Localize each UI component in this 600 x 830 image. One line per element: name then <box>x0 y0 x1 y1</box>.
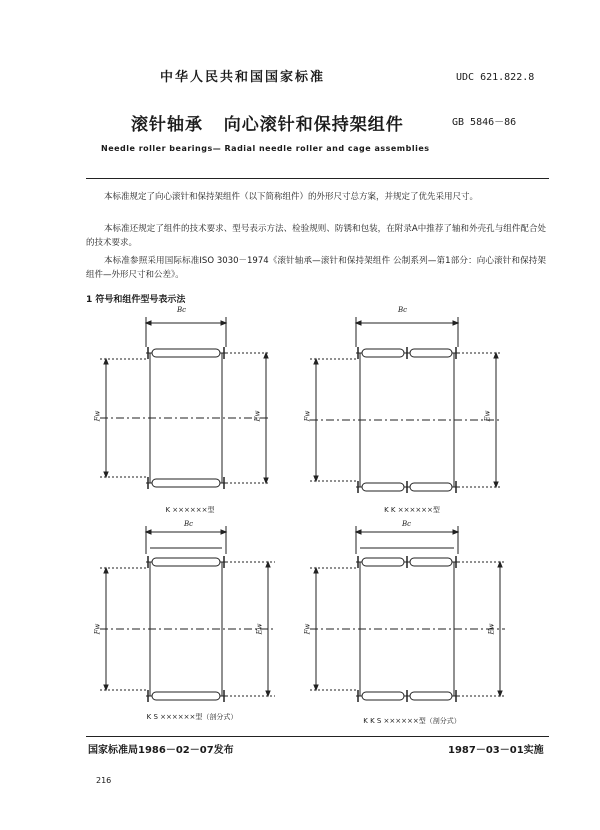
document-title-english: Needle roller bearings— Radial needle roller and cage assemblies <box>101 144 430 153</box>
udc-number: UDC 621.822.8 <box>456 72 535 83</box>
issue-date: 国家标准局1986－02－07发布 <box>88 745 234 756</box>
dim-label-ew: Ew <box>253 410 262 422</box>
dim-label-ew: Ew <box>255 623 264 635</box>
gb-standard-number: GB 5846－86 <box>452 117 517 128</box>
dim-label-ew: Ew <box>483 410 492 422</box>
paragraph-scope: 本标准规定了向心滚针和保持架组件（以下简称组件）的外形尺寸总方案，并规定了优先采用尺寸。 <box>104 192 479 202</box>
paragraph-requirements: 本标准还规定了组件的技术要求、型号表示方法、检验规则、防锈和包装，在附录A中推荐了轴和外壳孔与组件配合处的技术要求。 <box>86 224 546 248</box>
figure-kks-type <box>300 518 520 718</box>
figure-caption: K K ××××××型 <box>384 506 440 514</box>
dim-label-ew: Ew <box>487 623 496 635</box>
figure-ks-type <box>90 518 290 718</box>
section-heading: 1 符号和组件型号表示法 <box>86 295 186 305</box>
document-title-chinese: 滚针轴承 向心滚针和保持架组件 <box>131 115 404 135</box>
dim-label-fw: Fw <box>93 623 102 635</box>
page-number: 216 <box>96 776 112 785</box>
national-standard-heading: 中华人民共和国国家标准 <box>160 70 326 85</box>
figure-caption: K K S ××××××型（剖分式） <box>363 717 461 725</box>
dim-label-fw: Fw <box>303 410 312 422</box>
effective-date: 1987－03－01实施 <box>448 745 544 756</box>
dim-label-bc: Bc <box>398 306 408 314</box>
dim-label-bc: Bc <box>402 520 412 528</box>
dim-label-fw: Fw <box>93 410 102 422</box>
dim-label-bc: Bc <box>184 520 194 528</box>
figure-caption: K ××××××型 <box>165 506 215 514</box>
dim-label-fw: Fw <box>303 623 312 635</box>
header-rule <box>86 178 549 179</box>
dim-label-bc: Bc <box>177 306 187 314</box>
paragraph-reference: 本标准参照采用国际标准ISO 3030－1974《滚针轴承—滚针和保持架组件 公制系列—第1部分：向心滚针和保持架组件—外形尺寸和公差》。 <box>86 256 546 280</box>
footer-rule <box>86 736 549 737</box>
figure-caption: K S ××××××型（剖分式） <box>146 713 238 721</box>
